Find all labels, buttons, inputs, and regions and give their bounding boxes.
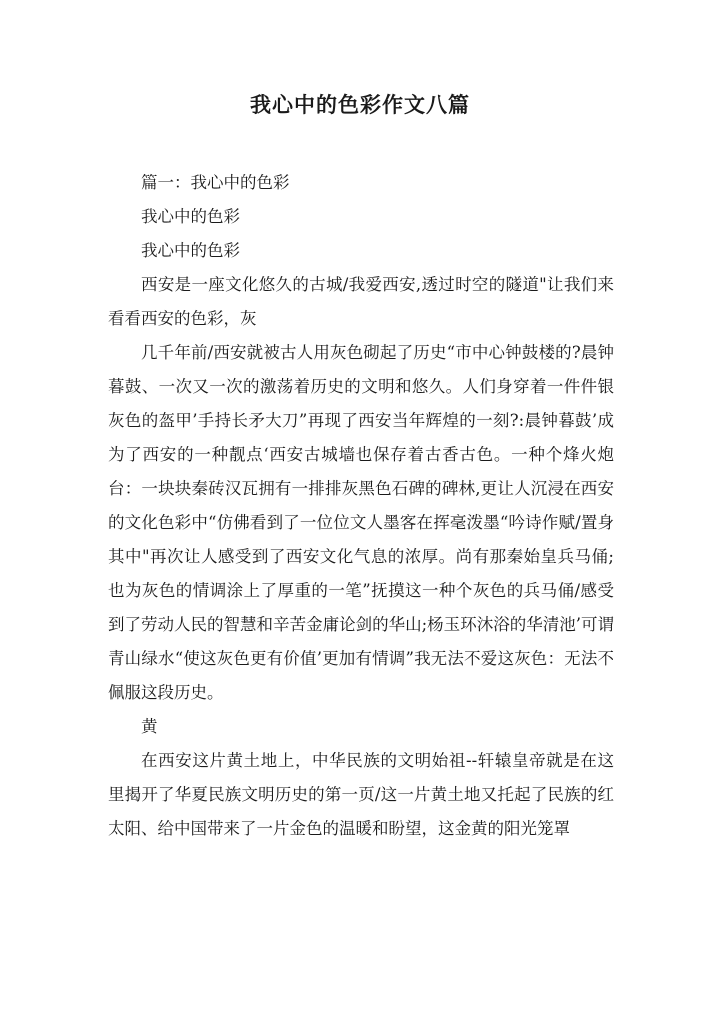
paragraph-1: 篇一：我心中的色彩 [141,173,290,192]
paragraph-7: 在西安这片黄土地上，中华民族的文明始祖--轩辕皇帝就是在这里揭开了华夏民族文明历史的第一页/这一片黄土地又托起了民族的红太阳、给中国带来了一片金色的温暖和盼望，这金黄的阳光笼罩 [108,751,614,838]
paragraph-4: 西安是一座文化悠久的古城/我爱西安,透过时空的隧道"让我们来看看西安的色彩，灰 [108,275,614,328]
paragraph-6: 黄 [141,717,158,736]
paragraph-2: 我心中的色彩 [141,207,240,226]
document-body [108,166,614,846]
paragraph-5: 几千年前/西安就被古人用灰色砌起了历史“市中心钟鼓楼的?晨钟暮鼓、一次又一次的激荡着历史的文明和悠久。人们身穿着一件件银灰色的盔甲’手持长矛大刀”再现了西安当年辉煌的一刻?:晨钟暮鼓’成为了西安的一种靓点‘西安古城墙也保存着古香古色。一种个烽火炮台：一块块秦砖汉瓦拥有一排排灰黑色石碑的碑林,更让人沉浸在西安的文化色彩中“仿佛看到了一位位文人墨客在挥毫泼墨“吟诗作赋/置身其中"再次让人感受到了西安文化气息的浓厚。尚有那秦始皇兵马俑;也为灰色的情调涂上了厚重的一笔”抚摸这一种个灰色的兵马俑/感受到了劳动人民的智慧和辛苦金庸论剑的华山;杨玉环沐浴的华清池’可谓青山绿水“使这灰色更有价值’更加有情调”我无法不爱这灰色：无法不佩服这段历史。 [108,343,614,702]
document-title: 我心中的色彩作文八篇 [250,92,470,117]
paragraph-3: 我心中的色彩 [141,241,240,260]
